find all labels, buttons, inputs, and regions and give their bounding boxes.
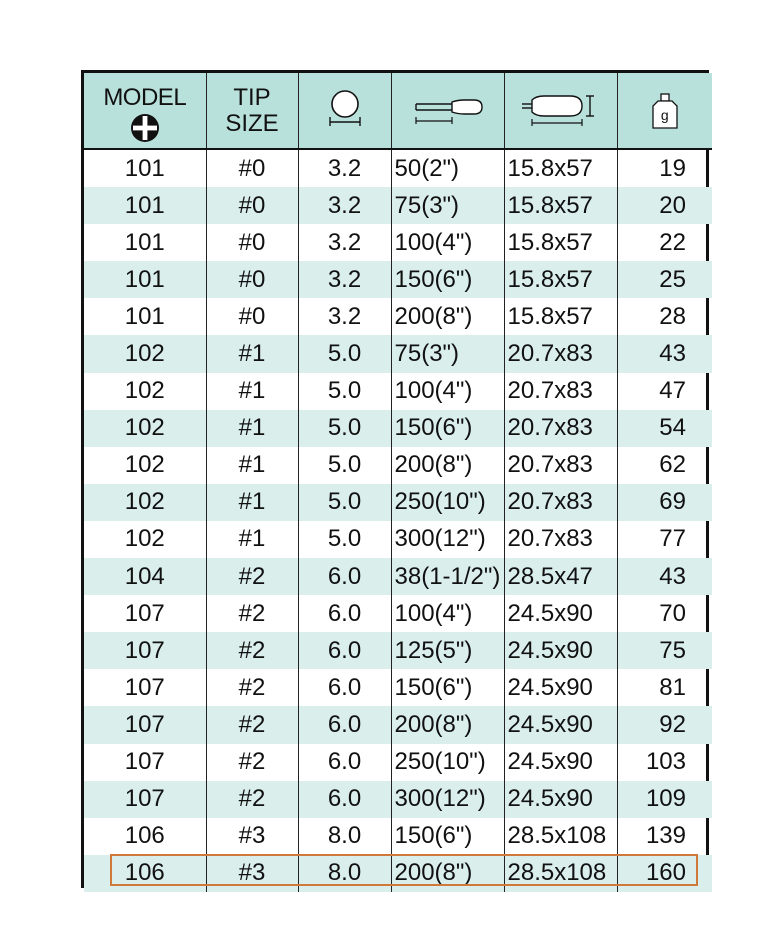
- cell-diameter: 5.0: [298, 521, 391, 558]
- handle-size-icon: [520, 88, 602, 128]
- cell-tip-size: #3: [206, 818, 298, 855]
- cell-diameter: 6.0: [298, 706, 391, 743]
- cell-diameter: 3.2: [298, 298, 391, 335]
- cell-weight: 70: [617, 595, 712, 632]
- cell-diameter: 3.2: [298, 187, 391, 224]
- cell-handle-size: 24.5x90: [504, 706, 617, 743]
- cell-weight: 103: [617, 744, 712, 781]
- cell-blade-length: 75(3"): [391, 335, 504, 372]
- cell-tip-size: #2: [206, 669, 298, 706]
- cell-weight: 47: [617, 373, 712, 410]
- cell-diameter: 3.2: [298, 224, 391, 261]
- cell-blade-length: 200(8"): [391, 447, 504, 484]
- cell-weight: 54: [617, 410, 712, 447]
- cell-handle-size: 20.7x83: [504, 521, 617, 558]
- table-row: [84, 224, 712, 261]
- cell-model: 107: [124, 673, 165, 701]
- cell-weight: 43: [617, 558, 712, 595]
- cell-blade-length: 200(8"): [391, 855, 504, 892]
- table-row: [84, 261, 712, 298]
- cell-handle-size: 15.8x57: [504, 224, 617, 261]
- cell-diameter: 8.0: [298, 818, 391, 855]
- cell-blade-length: 100(4"): [391, 595, 504, 632]
- header-row: [84, 73, 712, 149]
- cell-weight: 62: [617, 447, 712, 484]
- cell-handle-size: 15.8x57: [504, 149, 617, 187]
- cell-tip-size: #2: [206, 632, 298, 669]
- header-weight: [617, 73, 712, 149]
- cell-model: 107: [84, 781, 206, 818]
- cell-weight: 139: [617, 818, 712, 855]
- cell-tip-size: #2: [206, 781, 298, 818]
- cell-handle-size: 20.7x83: [504, 373, 617, 410]
- weight-unit: g: [660, 106, 669, 123]
- header-tip-size: [206, 73, 298, 149]
- header-blade-length: [391, 73, 504, 149]
- header-model-label: MODEL: [103, 83, 187, 111]
- cell-weight: 20: [617, 187, 712, 224]
- table-row: [84, 149, 712, 187]
- table-row: [84, 632, 712, 669]
- cell-model: 107: [84, 632, 206, 669]
- cell-blade-length: 100(4"): [391, 373, 504, 410]
- cell-handle-size: 28.5x108: [504, 855, 617, 892]
- cell-weight: 22: [617, 224, 712, 261]
- cell-blade-length: 250(10"): [391, 484, 504, 521]
- cell-tip-size: #0: [206, 149, 298, 187]
- cell-blade-length: 200(8"): [391, 706, 504, 743]
- cell-diameter: 5.0: [298, 373, 391, 410]
- cell-diameter: 5.0: [298, 484, 391, 521]
- cell-handle-size: 15.8x57: [504, 187, 617, 224]
- cell-weight: 81: [617, 669, 712, 706]
- cell-model: 101: [124, 154, 165, 182]
- cell-model: 102: [124, 451, 165, 479]
- table-row: [84, 558, 712, 595]
- cell-handle-size: 20.7x83: [504, 447, 617, 484]
- cell-model: 102: [84, 335, 206, 372]
- table-row: [84, 818, 712, 855]
- cell-tip-size: #0: [206, 224, 298, 261]
- cell-tip-size: #1: [206, 410, 298, 447]
- cell-weight: 92: [617, 706, 712, 743]
- cell-tip-size: #0: [206, 298, 298, 335]
- cell-diameter: 8.0: [298, 855, 391, 892]
- cell-blade-length: 38(1-1/2"): [391, 558, 504, 595]
- cell-blade-length: 200(8"): [391, 298, 504, 335]
- header-tip-label: TIP: [233, 83, 271, 111]
- cell-diameter: 6.0: [298, 595, 391, 632]
- table-row: [84, 187, 712, 224]
- cell-weight: 28: [617, 298, 712, 335]
- cell-weight: 77: [617, 521, 712, 558]
- cell-blade-length: 300(12"): [391, 521, 504, 558]
- cell-handle-size: 20.7x83: [504, 335, 617, 372]
- cell-blade-length: 50(2"): [391, 149, 504, 187]
- table-row: [84, 410, 712, 447]
- cell-model: 101: [84, 261, 206, 298]
- table-row: [84, 669, 712, 706]
- cell-blade-length: 150(6"): [391, 410, 504, 447]
- table-row: [84, 706, 712, 743]
- cell-handle-size: 24.5x90: [504, 595, 617, 632]
- cell-diameter: 5.0: [298, 335, 391, 372]
- phillips-icon: [130, 113, 160, 143]
- table-row: [84, 744, 712, 781]
- cell-tip-size: #0: [206, 261, 298, 298]
- shaft-diameter-icon: [325, 88, 365, 128]
- cell-diameter: 3.2: [298, 149, 391, 187]
- cell-handle-size: 24.5x90: [504, 744, 617, 781]
- cell-model: 106: [124, 822, 165, 850]
- cell-weight: 69: [617, 484, 712, 521]
- cell-blade-length: 100(4"): [391, 224, 504, 261]
- cell-weight: 75: [617, 632, 712, 669]
- table-row: [84, 855, 712, 892]
- cell-handle-size: 28.5x108: [504, 818, 617, 855]
- cell-tip-size: #1: [206, 335, 298, 372]
- table-row: [84, 335, 712, 372]
- cell-tip-size: #2: [206, 595, 298, 632]
- weight-icon: [650, 92, 680, 130]
- cell-weight: 109: [617, 781, 712, 818]
- cell-diameter: 6.0: [298, 558, 391, 595]
- cell-tip-size: #1: [206, 447, 298, 484]
- header-handle-size: [504, 73, 617, 149]
- cell-handle-size: 28.5x47: [504, 558, 617, 595]
- table-row: [84, 595, 712, 632]
- cell-tip-size: #2: [206, 744, 298, 781]
- cell-handle-size: 20.7x83: [504, 410, 617, 447]
- table-row: [84, 447, 712, 484]
- table-row: [84, 781, 712, 818]
- cell-model: 101: [84, 187, 206, 224]
- cell-handle-size: 15.8x57: [504, 298, 617, 335]
- cell-blade-length: 250(10"): [391, 744, 504, 781]
- cell-blade-length: 150(6"): [391, 261, 504, 298]
- cell-diameter: 6.0: [298, 632, 391, 669]
- spec-table: [81, 70, 709, 888]
- cell-diameter: 5.0: [298, 410, 391, 447]
- cell-model: 107: [124, 748, 165, 776]
- cell-weight: 25: [617, 261, 712, 298]
- cell-model: 102: [84, 410, 206, 447]
- cell-blade-length: 300(12"): [391, 781, 504, 818]
- cell-diameter: 6.0: [298, 744, 391, 781]
- cell-blade-length: 150(6"): [391, 669, 504, 706]
- cell-diameter: 3.2: [298, 261, 391, 298]
- cell-handle-size: 20.7x83: [504, 484, 617, 521]
- cell-model: 107: [124, 599, 165, 627]
- cell-tip-size: #1: [206, 373, 298, 410]
- cell-tip-size: #1: [206, 521, 298, 558]
- header-size-label: SIZE: [225, 109, 279, 137]
- cell-blade-length: 150(6"): [391, 818, 504, 855]
- cell-tip-size: #2: [206, 558, 298, 595]
- cell-model: 102: [124, 525, 165, 553]
- cell-handle-size: 24.5x90: [504, 632, 617, 669]
- cell-model: 107: [84, 706, 206, 743]
- cell-model: 106: [84, 855, 206, 892]
- cell-model: 104: [84, 558, 206, 595]
- blade-length-icon: [412, 88, 484, 128]
- header-diameter: [298, 73, 391, 149]
- cell-blade-length: 125(5"): [391, 632, 504, 669]
- cell-weight: 19: [617, 149, 712, 187]
- cell-weight: 160: [617, 855, 712, 892]
- cell-tip-size: #1: [206, 484, 298, 521]
- table-row: [84, 484, 712, 521]
- cell-handle-size: 24.5x90: [504, 781, 617, 818]
- cell-tip-size: #2: [206, 706, 298, 743]
- cell-handle-size: 24.5x90: [504, 669, 617, 706]
- cell-model: 101: [124, 302, 165, 330]
- cell-model: 102: [124, 377, 165, 405]
- screwdriver-spec-table: [84, 73, 712, 892]
- cell-tip-size: #0: [206, 187, 298, 224]
- cell-model: 102: [84, 484, 206, 521]
- cell-weight: 43: [617, 335, 712, 372]
- cell-blade-length: 75(3"): [391, 187, 504, 224]
- table-row: [84, 298, 712, 335]
- cell-model: 101: [124, 228, 165, 256]
- cell-diameter: 5.0: [298, 447, 391, 484]
- table-row: [84, 521, 712, 558]
- header-model: [84, 73, 206, 149]
- cell-diameter: 6.0: [298, 781, 391, 818]
- cell-diameter: 6.0: [298, 669, 391, 706]
- table-row: [84, 373, 712, 410]
- cell-tip-size: #3: [206, 855, 298, 892]
- cell-handle-size: 15.8x57: [504, 261, 617, 298]
